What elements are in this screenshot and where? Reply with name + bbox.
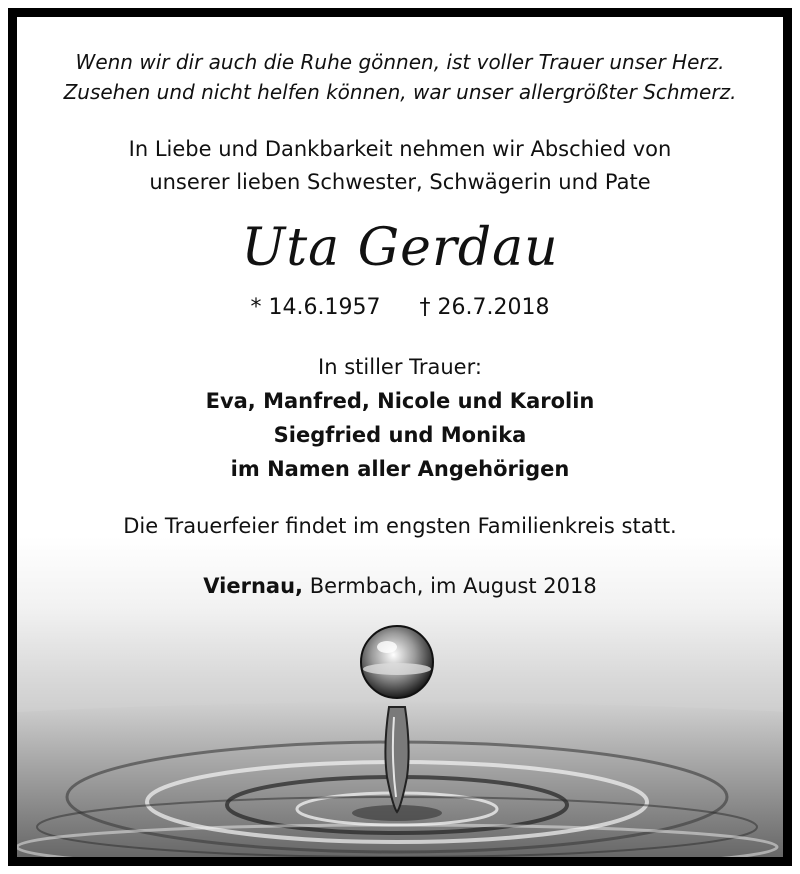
- intro-line-2: unserer lieben Schwester, Schwägerin und Pate: [149, 170, 651, 194]
- mourners-line-1: Eva, Manfred, Nicole und Karolin: [205, 389, 595, 413]
- place-rest: Bermbach, im August 2018: [303, 574, 597, 598]
- obituary-card: [16, 16, 784, 858]
- mourners-block: [17, 350, 783, 486]
- quote-line-2: Zusehen und nicht helfen können, war unser allergrößter Schmerz.: [63, 80, 737, 104]
- farewell-intro: [17, 133, 783, 199]
- death-date: † 26.7.2018: [419, 295, 550, 320]
- mourners-heading: In stiller Trauer:: [318, 355, 482, 379]
- mourners-line-3: im Namen aller Angehörigen: [230, 457, 570, 481]
- place-and-date: [17, 570, 783, 602]
- quote-line-1: Wenn wir dir auch die Ruhe gönnen, ist voller Trauer unser Herz.: [75, 50, 725, 74]
- birth-date: * 14.6.1957: [250, 295, 381, 320]
- water-drop-image: [17, 577, 784, 858]
- memorial-quote: [17, 47, 783, 107]
- obituary-frame: [8, 8, 792, 866]
- ceremony-note: Die Trauerfeier findet im engsten Familienkreis statt.: [123, 514, 677, 538]
- place-primary: Viernau,: [203, 574, 304, 598]
- mourners-line-2: Siegfried und Monika: [273, 423, 527, 447]
- life-dates: [17, 292, 783, 324]
- intro-line-1: In Liebe und Dankbarkeit nehmen wir Abschied von: [128, 137, 672, 161]
- deceased-name: Uta Gerdau: [241, 218, 559, 278]
